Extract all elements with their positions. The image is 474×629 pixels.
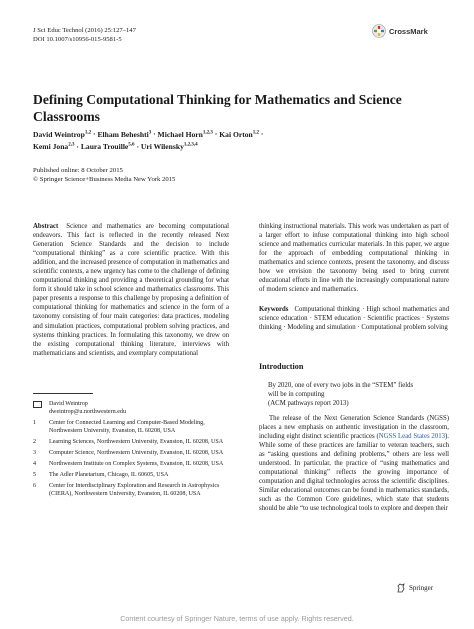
affiliations xyxy=(33,400,229,501)
affiliation-item: 5 The Adler Planetarium, Chicago, IL 60605, USA xyxy=(33,472,169,478)
introduction-body: The release of the Next Generation Science Standards (NGSS) places a new emphasis on authentic investigation in the classroom, including eight distinct scientific practices (NGSS Lead States 2013). While some of these practices are familiar to veteran teachers, such as “asking questions and defining problems,” others are less well understood. In particular, the practice of “using mathematics and computational thinking” reflects the growing importance of computation and digital technologies across the scientific disciplines. Similar educational outcomes can be found in mathematics standards, such as the Common Core guidelines, which state that students should be able “to use technological tools to explore and deepen their xyxy=(259,415,449,513)
abstract-text: Science and mathematics are becoming computational endeavors. This fact is reflected in the recently released Next Generation Science Standards and the decision to include “computational thinking” as a core scientific practice. With this addition, and the increased presence of computation in mathematics and scientific contexts, a new urgency has come to the challenge of defining computational thinking and providing a theoretical grounding for what form it should take in school science and mathematics classrooms. This paper presents a response to this challenge by proposing a definition of computational thinking for mathematics and science in the form of a taxonomy consisting of four main categories: data practices, modeling and simulation practices, computational problem solving practices, and systems thinking practices. In formulating this taxonomy, we drew on the existing computational thinking literature, interviews with mathematicians and scientists, and exemplary computational xyxy=(33,223,229,357)
affiliation-item: 1 Center for Connected Learning and Computer-Based Modeling, Northwestern University, Evanston, IL 60208, USA xyxy=(33,420,205,434)
publisher-logo xyxy=(396,583,433,593)
abstract-continued: thinking instructional materials. This work was undertaken as part of a larger effort to infuse computational thinking into high school science and mathematics curricular materials. In this paper, we argue for the approach of embedding computational thinking in mathematics and science contexts, present the taxonomy, and discuss how we envision the taxonomy being used to bring current educational efforts in line with the increasingly computational nature of modern science and mathematics. xyxy=(259,223,449,294)
springer-horse-icon xyxy=(396,583,406,593)
envelope-icon xyxy=(33,401,42,408)
contact-email[interactable]: dweintrop@u.northwestern.edu xyxy=(49,409,127,415)
journal-citation: J Sci Educ Technol (2016) 25:127–147 xyxy=(33,27,136,34)
published-date: Published online: 8 October 2015 xyxy=(33,167,123,174)
keywords-label: Keywords xyxy=(259,306,289,314)
epigraph: By 2020, one of every two jobs in the “STEM” fields will be in computing (ACM pathways report 2013) xyxy=(268,382,414,407)
affiliation-item: 2 Learning Sciences, Northwestern University, Evanston, IL 60208, USA xyxy=(33,439,224,445)
keywords-block xyxy=(259,305,449,332)
contact-author xyxy=(33,400,229,416)
journal-header xyxy=(33,26,136,44)
affiliation-item: 3 Computer Science, Northwestern University, Evanston, IL 60208, USA xyxy=(33,450,224,456)
abstract-label: Abstract xyxy=(33,223,59,230)
doi[interactable]: DOI 10.1007/s10956-015-9581-5 xyxy=(33,36,122,43)
author-3: Michael Horn$^{1,2,3}$ xyxy=(157,129,213,139)
author-7: Uri Wilensky$^{1,2,3,4}$ xyxy=(140,142,198,152)
keywords-text: Computational thinking · High school mathematics and science education · STEM education · Scientific practices · Systems thinking · Modeling and simulation · Computational problem solving xyxy=(259,306,449,332)
abstract-left-column xyxy=(33,222,229,358)
author-2: Elham Beheshti$^3$ xyxy=(97,129,152,139)
affiliation-item: 6 Center for Interdisciplinary Exploration and Research in Astrophysics (CIERA), Northwestern University, Evanston, IL 60208, USA xyxy=(33,483,220,497)
abstract-right-column xyxy=(259,222,449,333)
springer-label: Springer xyxy=(409,584,434,592)
contact-name: David Weintrop xyxy=(49,401,88,407)
courtesy-notice: Content courtesy of Springer Nature, terms of use apply. Rights reserved. xyxy=(120,614,354,623)
author-list: David Weintrop$^{1,2}$ · Elham Beheshti$^3$ · Michael Horn$^{1,2,3}$ · Kai Orton$^{1,2}$ · Kemi Jona$^{2,3}$ · Laura Trouille$^{5,6}$ · Uri Wilensky$^{1,2,3,4}$ xyxy=(33,129,264,152)
footnote-divider xyxy=(33,393,93,394)
citation-link[interactable]: NGSS Lead States 2013 xyxy=(378,433,446,441)
affiliation-item: 4 Northwestern Institute on Complex Systems, Evanston, IL 60208, USA xyxy=(33,461,224,467)
crossmark-label: CrossMark xyxy=(389,26,428,36)
article-title: Defining Computational Thinking for Mathematics and Science Classrooms xyxy=(33,92,402,124)
section-heading-introduction: Introduction xyxy=(259,362,304,371)
author-6: Laura Trouille$^{5,6}$ xyxy=(80,142,135,152)
publication-info xyxy=(33,167,175,184)
copyright: © Springer Science+Business Media New York 2015 xyxy=(33,175,176,183)
author-4: Kai Orton$^{1,2}$ xyxy=(219,129,260,139)
crossmark-badge[interactable] xyxy=(372,24,428,38)
author-1: David Weintrop$^{1,2}$ xyxy=(33,129,92,139)
author-5: Kemi Jona$^{2,3}$ xyxy=(33,142,75,152)
crossmark-icon xyxy=(372,24,386,38)
